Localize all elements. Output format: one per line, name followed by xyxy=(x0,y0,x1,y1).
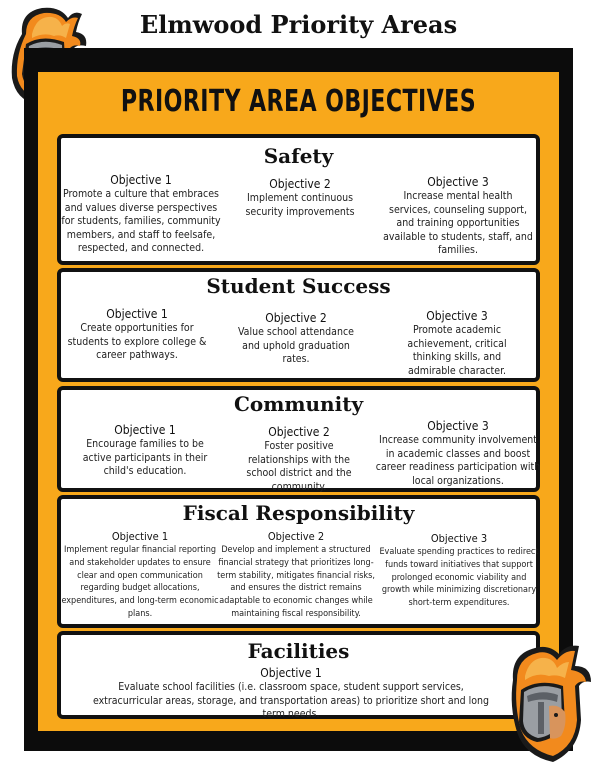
section-title: Fiscal Responsibility xyxy=(182,501,415,525)
objective-label: Objective 2 xyxy=(267,530,325,543)
objective-item xyxy=(75,422,215,479)
section-fiscal-responsibility xyxy=(57,495,540,628)
objective-label: Objective 3 xyxy=(427,175,489,189)
objective-item xyxy=(395,308,519,378)
objective-text: Increase community involvement in academic classes and boost career readiness participation with local organizations. xyxy=(375,434,541,487)
section-title: Safety xyxy=(263,144,334,168)
objective-label: Objective 3 xyxy=(427,419,489,433)
objective-text: Increase mental health services, counseling support, and training opportunities available to students, staff, and families. xyxy=(383,190,533,257)
page-title: Elmwood Priority Areas xyxy=(139,10,458,39)
objective-label: Objective 3 xyxy=(426,309,488,323)
objective-item xyxy=(61,172,221,256)
objective-text: Create opportunities for students to explore college & career pathways. xyxy=(67,322,207,362)
section-facilities xyxy=(57,631,540,719)
objective-item xyxy=(379,531,539,610)
section-title: Community xyxy=(233,392,364,416)
objective-label: Objective 1 xyxy=(114,423,176,437)
objective-text: Promote a culture that embraces and values diverse perspectives for students, families, community members, and staff to feelsafe, respected, and connected. xyxy=(61,188,221,255)
objective-text: Develop and implement a structured financial strategy that prioritizes long-term stability, mitigates financial risks, and ensures the district remains adaptable to economic changes while maintaining fiscal responsibility. xyxy=(217,545,375,619)
section-title: Student Success xyxy=(206,274,391,298)
objective-text: Promote academic achievement, critical thinking skills, and admirable character. xyxy=(407,324,507,377)
objective-item xyxy=(91,665,491,722)
objective-label: Objective 2 xyxy=(268,425,330,439)
objective-item xyxy=(61,529,219,621)
section-community xyxy=(57,386,540,492)
objective-text: Evaluate school facilities (i.e. classroom space, student support services, extracurricular areas, storage, and transportation areas) to prioritize short and long term needs. xyxy=(92,681,490,721)
objective-label: Objective 1 xyxy=(110,173,172,187)
objective-text: Implement continuous security improvements xyxy=(245,192,355,218)
spartan-mascot-icon xyxy=(503,640,597,768)
objective-label: Objective 3 xyxy=(430,532,488,545)
objective-label: Objective 1 xyxy=(106,307,168,321)
objective-text: Value school attendance and uphold graduation rates. xyxy=(238,326,354,366)
banner-title: PRIORITY AREA OBJECTIVES xyxy=(120,84,477,119)
objective-text: Foster positive relationships with the school district and the community. xyxy=(246,440,352,493)
objective-label: Objective 1 xyxy=(260,666,322,680)
objective-label: Objective 1 xyxy=(111,530,169,543)
section-title: Facilities xyxy=(247,639,350,663)
objective-item xyxy=(211,529,381,621)
objective-item xyxy=(67,306,207,363)
objective-item xyxy=(375,418,541,488)
section-safety xyxy=(57,134,540,265)
objective-item xyxy=(231,310,361,367)
objective-item xyxy=(233,424,365,494)
section-student-success xyxy=(57,268,540,382)
objective-item xyxy=(227,176,373,219)
objective-text: Evaluate spending practices to redirect funds toward initiatives that support prolonged economic viability and growth while minimizing discretionary short-term expenditures. xyxy=(379,547,539,609)
objective-text: Encourage families to be active participants in their child's education. xyxy=(82,438,208,478)
objective-item xyxy=(383,174,533,258)
objective-label: Objective 2 xyxy=(269,177,331,191)
objective-label: Objective 2 xyxy=(265,311,327,325)
objective-text: Implement regular financial reporting and stakeholder updates to ensure clear and open communication regarding budget allocations, expenditures, and long-term economic plans. xyxy=(61,545,219,619)
